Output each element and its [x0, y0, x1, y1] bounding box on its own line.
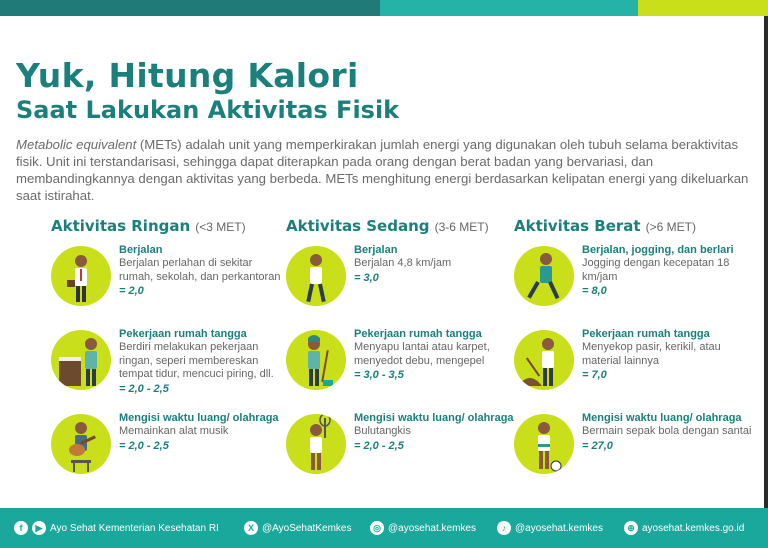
- footer-instagram[interactable]: [370, 521, 497, 535]
- activity-description: Menyapu lantai atau karpet, menyedot debu, mengepel: [354, 341, 490, 367]
- activity-met-value: = 27,0: [582, 439, 613, 452]
- column-header: [51, 216, 287, 238]
- walking-icon: [286, 246, 346, 306]
- right-edge-border: [764, 16, 768, 508]
- activity-met-value: = 2,0: [119, 285, 144, 297]
- footer-tiktok[interactable]: [497, 521, 624, 535]
- x-twitter-icon: X: [244, 521, 258, 535]
- activity-item: [51, 246, 287, 330]
- column-met-range: (>6 MET): [645, 220, 696, 234]
- activity-name: Pekerjaan rumah tangga: [582, 328, 710, 340]
- youtube-icon: ▶: [32, 521, 46, 535]
- column-title: Aktivitas Sedang: [286, 217, 430, 235]
- column-header: [286, 216, 522, 238]
- footer-twitter-label: @AyoSehatKemkes: [262, 522, 352, 534]
- activity-description: Memainkan alat musik: [119, 425, 229, 437]
- column-header: [514, 216, 750, 238]
- sweeping-icon: [286, 330, 346, 390]
- top-bar-segment-teal: [380, 0, 638, 16]
- footer-twitter[interactable]: [244, 521, 370, 535]
- running-icon: [514, 246, 574, 306]
- activity-item: [51, 330, 287, 414]
- activity-item: [286, 414, 522, 498]
- facebook-icon: f: [14, 521, 28, 535]
- top-color-bar: [0, 0, 768, 16]
- soccer-icon: [514, 414, 574, 474]
- activity-description: Berjalan 4,8 km/jam: [354, 257, 452, 269]
- page-subtitle: Saat Lakukan Aktivitas Fisik: [16, 96, 400, 124]
- activity-description: Bulutangkis: [354, 425, 411, 437]
- activity-met-value: = 3,0 - 3,5: [354, 369, 404, 381]
- column-heavy-activity: [514, 216, 750, 498]
- instagram-icon: ◎: [370, 521, 384, 535]
- badminton-icon: [286, 414, 346, 474]
- intro-term: Metabolic equivalent: [16, 137, 137, 152]
- activity-item: [514, 330, 750, 414]
- column-moderate-activity: [286, 216, 522, 498]
- column-title: Aktivitas Berat: [514, 217, 641, 235]
- footer-instagram-label: @ayosehat.kemkes: [388, 522, 476, 534]
- activity-item: [514, 414, 750, 498]
- footer-website-label: ayosehat.kemkes.go.id: [642, 522, 745, 534]
- footer-facebook-youtube-label: Ayo Sehat Kementerian Kesehatan RI: [50, 522, 219, 534]
- activity-description: Bermain sepak bola dengan santai: [582, 425, 752, 437]
- activity-name: Pekerjaan rumah tangga: [354, 328, 482, 340]
- intro-paragraph: [16, 136, 751, 204]
- activity-met-value: = 7,0: [582, 369, 607, 381]
- activity-item: [286, 246, 522, 330]
- activity-name: Berjalan, jogging, dan berlari: [582, 244, 734, 256]
- tiktok-icon: ♪: [497, 521, 511, 535]
- activity-description: Berdiri melakukan pekerjaan ringan, seperi membereskan tempat tidur, mencuci piring, dll.: [119, 341, 274, 380]
- activity-name: Mengisi waktu luang/ olahraga: [119, 412, 279, 424]
- globe-icon: ⊕: [624, 521, 638, 535]
- column-met-range: (<3 MET): [195, 220, 246, 234]
- activity-met-value: = 2,0 - 2,5: [354, 439, 404, 452]
- guitar-icon: [51, 414, 111, 474]
- footer-facebook-youtube[interactable]: [14, 521, 244, 535]
- activity-item: [286, 330, 522, 414]
- walking-office-icon: [51, 246, 111, 306]
- footer-tiktok-label: @ayosehat.kemkes: [515, 522, 603, 534]
- activity-name: Mengisi waktu luang/ olahraga: [354, 412, 514, 424]
- activity-description: Berjalan perlahan di sekitar rumah, sekolah, dan perkantoran: [119, 257, 281, 283]
- top-bar-segment-lime: [638, 0, 768, 16]
- intro-text: (METs) adalah unit yang memperkirakan jumlah energi yang digunakan oleh tubuh selama beraktivitas fisik. Unit ini terstandarisasi, sehingga dapat diterapkan pada orang dengan berat badan yang bervariasi, dan membandingkannya dengan aktivitas yang berbeda. METs menghitung energi berdasarkan kelipatan energi yang dikeluarkan saat istirahat.: [16, 137, 749, 203]
- column-title: Aktivitas Ringan: [51, 217, 191, 235]
- activity-name: Mengisi waktu luang/ olahraga: [582, 412, 742, 424]
- activity-description: Jogging dengan kecepatan 18 km/jam: [582, 257, 730, 283]
- activity-met-value: = 2,0 - 2,5: [119, 439, 169, 452]
- activity-name: Berjalan: [354, 244, 398, 256]
- top-bar-segment-dark: [0, 0, 380, 16]
- activity-description: Menyekop pasir, kerikil, atau material lainnya: [582, 341, 721, 367]
- activity-name: Pekerjaan rumah tangga: [119, 328, 247, 340]
- activity-met-value: = 8,0: [582, 285, 607, 297]
- activity-item: [51, 414, 287, 498]
- footer-website[interactable]: [624, 521, 744, 535]
- activity-item: [514, 246, 750, 330]
- activity-met-value: = 3,0: [354, 271, 379, 284]
- footer-bar: [0, 508, 768, 548]
- page-title: Yuk, Hitung Kalori: [16, 56, 359, 95]
- column-met-range: (3-6 MET): [434, 220, 489, 234]
- column-light-activity: [51, 216, 287, 498]
- activity-met-value: = 2,0 - 2,5: [119, 382, 169, 395]
- activity-name: Berjalan: [119, 244, 163, 256]
- washing-dishes-icon: [51, 330, 111, 390]
- shoveling-icon: [514, 330, 574, 390]
